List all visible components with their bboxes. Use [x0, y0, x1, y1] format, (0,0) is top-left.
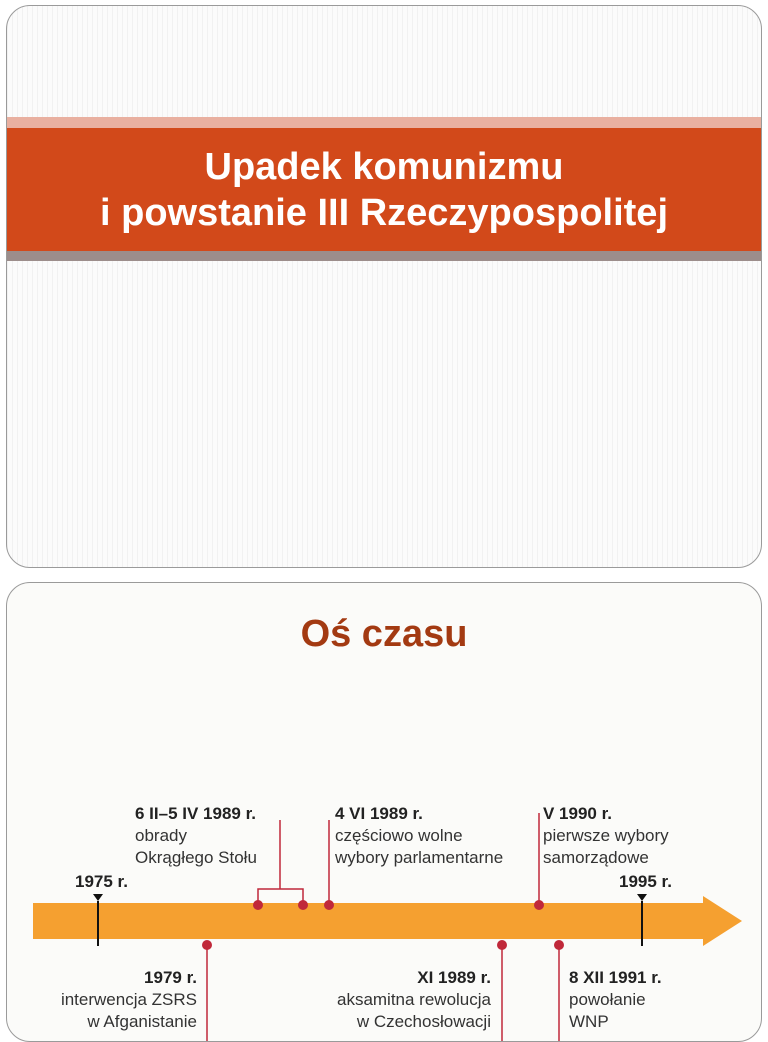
- event-1979-line1: interwencja ZSRS: [60, 990, 197, 1009]
- event-june-1989-date: 4 VI 1989 r.: [335, 804, 423, 823]
- 1979-dot: [202, 940, 212, 950]
- timeline-slide-title: Oś czasu: [300, 613, 468, 655]
- event-nov-1989-line2: w Czechosłowacji: [356, 1012, 491, 1031]
- round-table-end-dot: [298, 900, 308, 910]
- timeline-graphic: [7, 583, 762, 1042]
- event-nov-1989-date: XI 1989 r.: [417, 968, 491, 987]
- event-nov-1989-line1: aksamitna rewolucja: [336, 990, 491, 1009]
- event-may-1990-line2: samorządowe: [543, 848, 649, 867]
- start-year-pointer: [93, 894, 103, 901]
- title-band-bottom: [7, 251, 761, 261]
- title-band: [7, 128, 761, 251]
- title-slide[interactable]: [6, 5, 762, 568]
- event-1979-date: 1979 r.: [144, 968, 197, 987]
- timeline-arrow: [33, 896, 742, 946]
- slide-title-line1: Upadek komunizmu: [204, 145, 564, 188]
- event-round-table-line1: obrady: [135, 826, 187, 845]
- event-june-1989-line1: częściowo wolne: [335, 826, 463, 845]
- event-dec-1991-line1: powołanie: [569, 990, 646, 1009]
- round-table-bracket: [258, 889, 303, 905]
- round-table-start-dot: [253, 900, 263, 910]
- event-may-1990-line1: pierwsze wybory: [543, 826, 669, 845]
- start-year-label: 1975 r.: [75, 872, 128, 891]
- title-band-top: [7, 117, 761, 128]
- event-dec-1991-date: 8 XII 1991 r.: [569, 968, 662, 987]
- timeline-slide[interactable]: [6, 582, 762, 1042]
- nov-1989-dot: [497, 940, 507, 950]
- may-1990-dot: [534, 900, 544, 910]
- june-1989-dot: [324, 900, 334, 910]
- event-round-table-line2: Okrągłego Stołu: [135, 848, 257, 867]
- event-dec-1991-line2: WNP: [569, 1012, 609, 1031]
- end-year-pointer: [637, 894, 647, 901]
- end-year-label: 1995 r.: [619, 872, 672, 891]
- dec-1991-dot: [554, 940, 564, 950]
- event-june-1989-line2: wybory parlamentarne: [335, 848, 504, 867]
- event-may-1990-date: V 1990 r.: [543, 804, 613, 823]
- slide-title-line2: i powstanie III Rzeczypospolitej: [100, 191, 668, 234]
- event-1979-line2: w Afganistanie: [87, 1012, 197, 1031]
- event-round-table-date: 6 II–5 IV 1989 r.: [135, 804, 256, 823]
